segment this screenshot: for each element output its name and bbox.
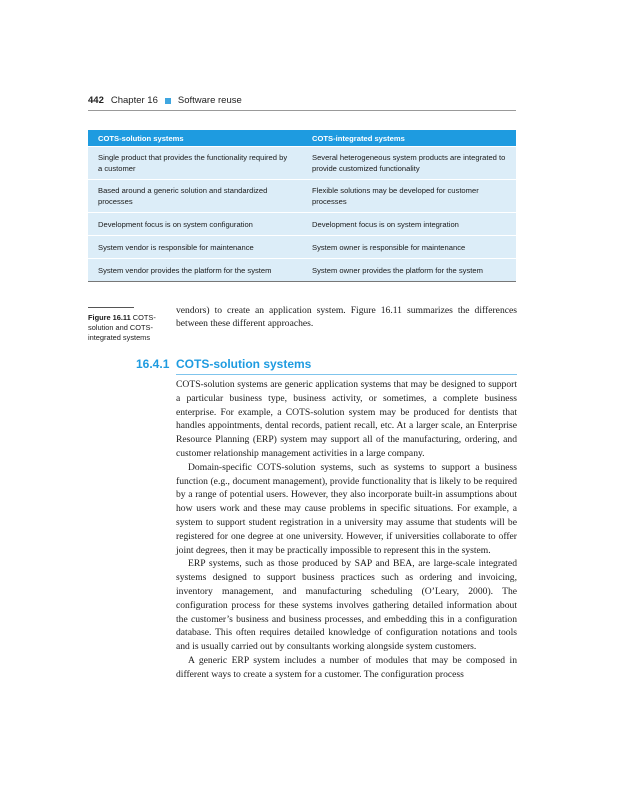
figure-label: Figure 16.11 [88, 313, 131, 322]
table-row [88, 258, 516, 281]
table-cell: System owner is responsible for maintenance [312, 242, 466, 252]
table-header-cell: COTS-solution systems [98, 133, 184, 143]
table-header-row [88, 130, 516, 146]
table-header-cell: COTS-integrated systems [312, 133, 405, 143]
chapter-label: Chapter 16 [110, 95, 158, 106]
square-bullet-icon [165, 98, 171, 104]
figure-caption-text: COTS-solution and COTS-integrated systems [88, 313, 156, 342]
caption-divider [88, 307, 134, 308]
header-divider [88, 110, 516, 111]
page-number: 442 [88, 95, 104, 106]
section-divider [176, 374, 517, 375]
section-body [176, 378, 517, 682]
body-paragraph: Domain-specific COTS-solution systems, such as systems to support a business function (e.g., document management), provide functionality that is likely to be required by a range of potential users. However, they also incorporate built-in assumptions about how users work and these may cause problems in specific situations. For example, a system to support student registration in a university may assume that students will be registered for one degree at one university. However, if universities collaborate to offer joint degrees, then it may be practically impossible to represent this in the system. [176, 461, 517, 556]
table-cell: System owner provides the platform for the system [312, 265, 483, 275]
table-row [88, 212, 516, 235]
table-row [88, 235, 516, 258]
running-header [88, 95, 516, 106]
section-title: COTS-solution systems [176, 357, 312, 371]
body-paragraph: ERP systems, such as those produced by SAP and BEA, are large-scale integrated systems designed to support business practices such as ordering and invoicing, inventory management, and manufacturing scheduling (O’Leary, 2000). The configuration process for these systems involves gathering detailed information about the customer’s business and business processes, and embedding this in a configuration database. This often requires detailed knowledge of configuration notations and tools and is usually carried out by consultants working alongside system customers. [176, 558, 517, 653]
figure-caption [88, 313, 168, 343]
table-cell: System vendor provides the platform for the system [98, 265, 272, 275]
body-paragraph: COTS-solution systems are generic application systems that may be designed to support a particular business type, business activity, or sometimes, a complete business enterprise. For example, a COTS-solution system may be produced for dentists that handles appointments, dental records, patient recall, etc. At a larger scale, an Enterprise Resource Planning (ERP) system may support all of the manufacturing, ordering, and customer relationship management activities in a large company. [176, 379, 517, 459]
table-cell: Single product that provides the functionality required by a customer [98, 153, 288, 173]
intro-paragraph: vendors) to create an application system. Figure 16.11 summarizes the differences between these different approaches. [176, 305, 517, 330]
chapter-title: Software reuse [177, 95, 242, 106]
table-row [88, 179, 516, 212]
table-cell: Several heterogeneous system products are integrated to provide customized functionality [312, 153, 506, 173]
table-row [88, 146, 516, 179]
table-cell: System vendor is responsible for maintenance [98, 242, 254, 252]
table-cell: Flexible solutions may be developed for customer processes [312, 186, 479, 206]
table-cell: Development focus is on system configuration [98, 219, 253, 229]
section-number: 16.4.1 [136, 357, 170, 371]
table-cell: Development focus is on system integration [312, 219, 459, 229]
table-cell: Based around a generic solution and standardized processes [98, 186, 268, 206]
comparison-table [88, 130, 516, 282]
body-paragraph: A generic ERP system includes a number of modules that may be composed in different ways to create a system for a customer. The configuration process [176, 654, 517, 680]
